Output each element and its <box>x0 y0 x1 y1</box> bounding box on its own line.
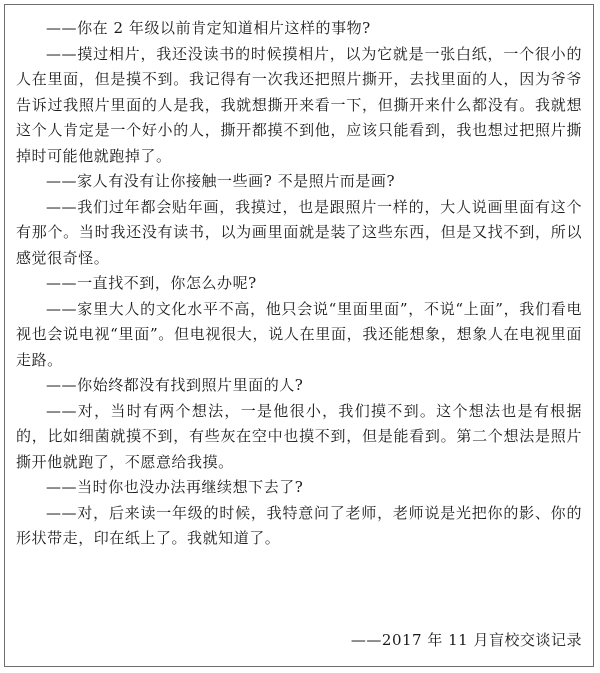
answer-paragraph: ——对，后来读一年级的时候，我特意问了老师，老师说是光把你的影、你的形状带走，印在纸上了。我就知道了。 <box>16 503 582 547</box>
interview-transcript <box>16 16 582 552</box>
question-paragraph: ——一直找不到，你怎么办呢? <box>46 274 257 292</box>
answer-paragraph: ——我们过年都会贴年画，我摸过，也是跟照片一样的，大人说画里面有这个有那个。当时我还没有读书，以为画里面就是装了这些东西，但是又找不到，所以感觉很奇怪。 <box>16 197 582 267</box>
question-paragraph: ——你在 2 年级以前肯定知道相片这样的事物? <box>46 19 371 37</box>
question-paragraph: ——当时你也没办法再继续想下去了? <box>46 478 304 496</box>
answer-paragraph: ——摸过相片，我还没读书的时候摸相片，以为它就是一张白纸，一个很小的人在里面，但是摸不到。我记得有一次我还把照片撕开，去找里面的人，因为爷爷告诉过我照片里面的人是我，我就想撕开来看一下，但撕开来什么都没有。我就想这个人肯定是一个好小的人，撕开都摸不到他，应该只能看到，我也想过把照片撕掉时可能他就跑掉了。 <box>16 44 582 165</box>
question-paragraph: ——你始终都没有找到照片里面的人? <box>46 376 304 394</box>
answer-paragraph: ——对，当时有两个想法，一是他很小，我们摸不到。这个想法也是有根据的，比如细菌就摸不到，有些灰在空中也摸不到，但是能看到。第二个想法是照片撕开他就跑了，不愿意给我摸。 <box>16 401 582 471</box>
question-paragraph: ——家人有没有让你接触一些画? 不是照片而是画? <box>46 172 396 190</box>
answer-paragraph: ——家里大人的文化水平不高，他只会说“里面里面”，不说“上面”，我们看电视也会说电视“里面”。但电视很大，说人在里面，我还能想象，想象人在电视里面走路。 <box>16 299 582 369</box>
source-attribution: ——2017 年 11 月盲校交谈记录 <box>350 631 582 649</box>
